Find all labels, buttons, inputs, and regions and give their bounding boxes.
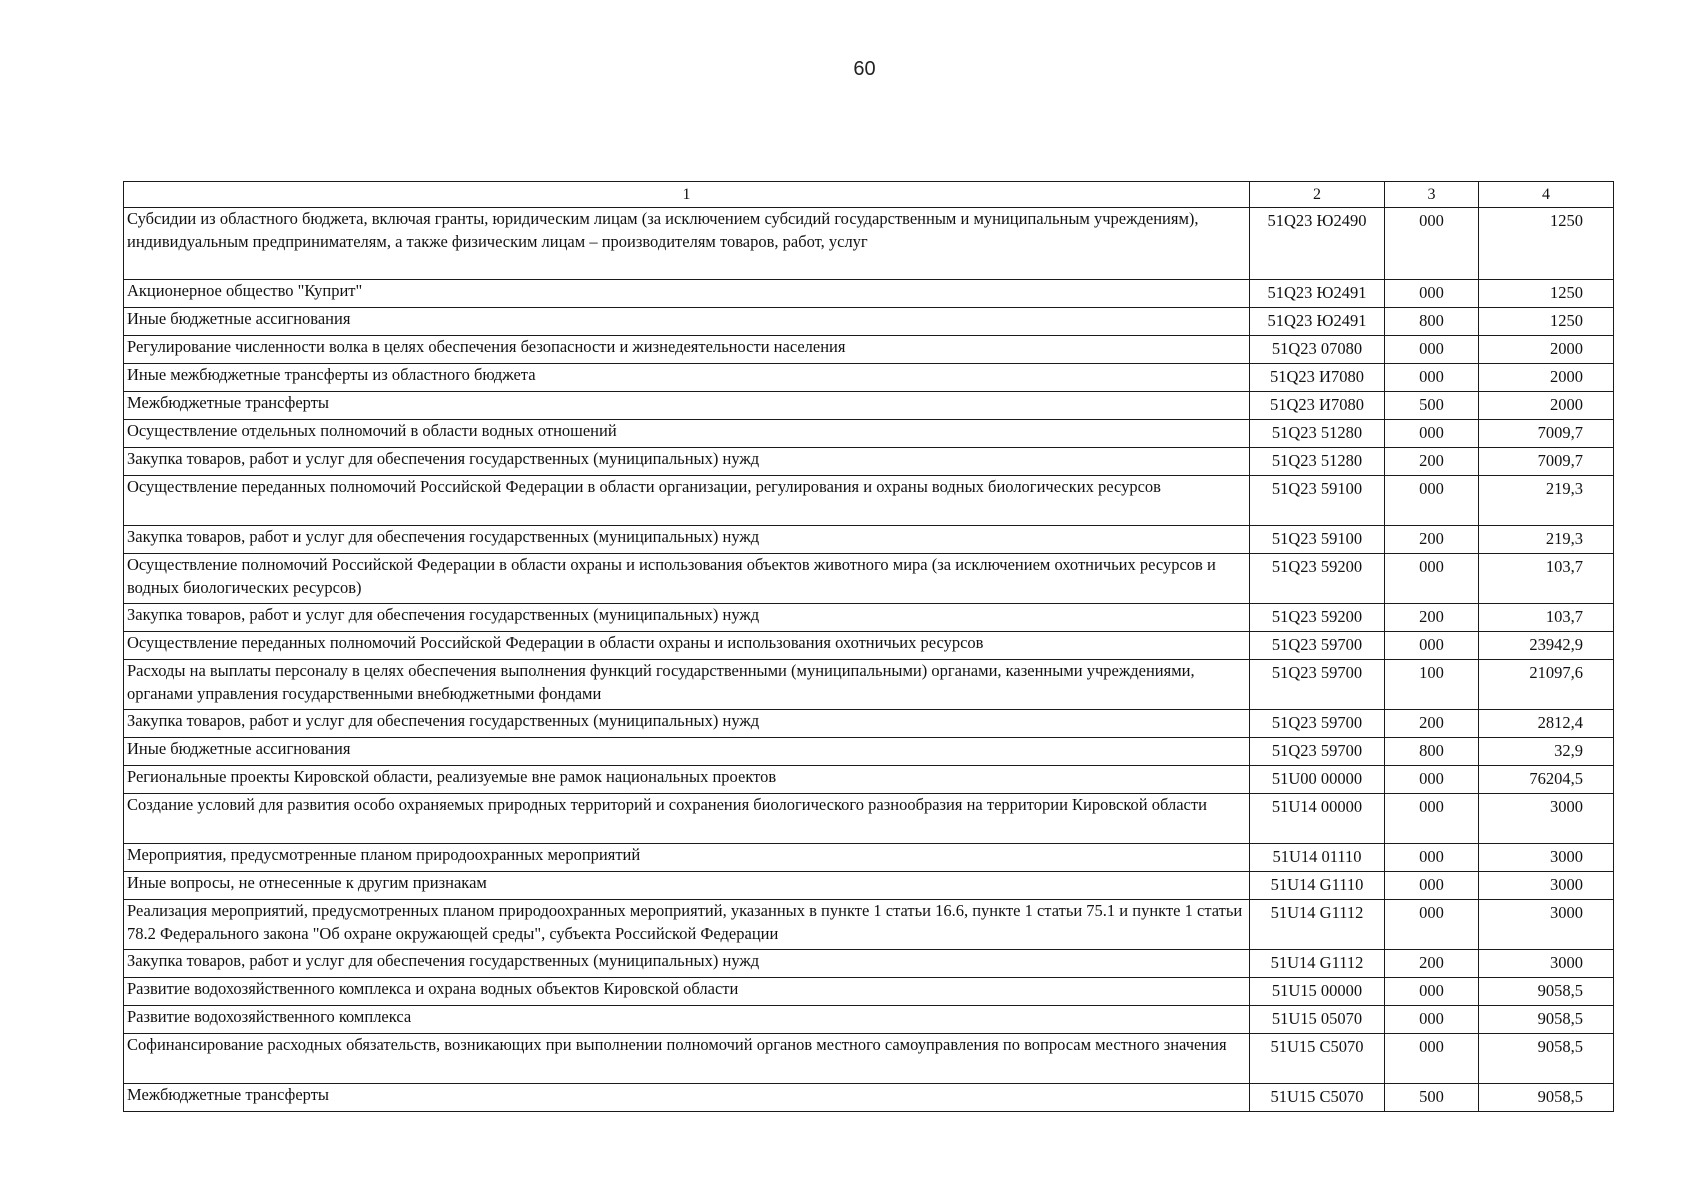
row-code-cell: 51Q23 51280 [1250, 448, 1385, 476]
table-row [124, 950, 1614, 978]
row-code-cell: 51U15 C5070 [1250, 1034, 1385, 1084]
table-row [124, 794, 1614, 844]
row-kind-cell: 500 [1385, 1084, 1479, 1112]
row-name-cell: Иные межбюджетные трансферты из областного бюджета [124, 364, 1250, 392]
row-kind-cell: 000 [1385, 364, 1479, 392]
table-row [124, 604, 1614, 632]
row-code-cell: 51Q23 Ю2491 [1250, 308, 1385, 336]
row-sum-cell: 3000 [1479, 950, 1614, 978]
row-name-cell: Осуществление переданных полномочий Российской Федерации в области охраны и использования охотничьих ресурсов [124, 632, 1250, 660]
row-name-cell: Закупка товаров, работ и услуг для обеспечения государственных (муниципальных) нужд [124, 448, 1250, 476]
header-col-1: 1 [124, 182, 1250, 208]
row-name-cell: Иные бюджетные ассигнования [124, 308, 1250, 336]
header-col-2: 2 [1250, 182, 1385, 208]
row-name-cell: Реализация мероприятий, предусмотренных планом природоохранных мероприятий, указанных в пункте 1 статьи 16.6, пункте 1 статьи 75.1 и пункте 1 статьи 78.2 Федерального закона "Об охране окружающей среды", субъекта Российской Федерации [124, 900, 1250, 950]
table-row [124, 872, 1614, 900]
row-kind-cell: 000 [1385, 978, 1479, 1006]
row-name-cell: Закупка товаров, работ и услуг для обеспечения государственных (муниципальных) нужд [124, 604, 1250, 632]
row-code-cell: 51U15 00000 [1250, 978, 1385, 1006]
table-row [124, 710, 1614, 738]
row-code-cell: 51Q23 51280 [1250, 420, 1385, 448]
row-code-cell: 51Q23 Ю2490 [1250, 208, 1385, 280]
row-kind-cell: 000 [1385, 632, 1479, 660]
row-code-cell: 51U14 G1112 [1250, 900, 1385, 950]
row-name-cell: Закупка товаров, работ и услуг для обеспечения государственных (муниципальных) нужд [124, 710, 1250, 738]
table-row [124, 632, 1614, 660]
row-code-cell: 51U14 G1112 [1250, 950, 1385, 978]
row-kind-cell: 000 [1385, 1006, 1479, 1034]
row-name-cell: Акционерное общество "Куприт" [124, 280, 1250, 308]
row-kind-cell: 000 [1385, 872, 1479, 900]
row-kind-cell: 000 [1385, 336, 1479, 364]
row-code-cell: 51Q23 59100 [1250, 526, 1385, 554]
row-kind-cell: 800 [1385, 738, 1479, 766]
row-code-cell: 51Q23 07080 [1250, 336, 1385, 364]
row-name-cell: Софинансирование расходных обязательств, возникающих при выполнении полномочий органов местного самоуправления по вопросам местного значения [124, 1034, 1250, 1084]
row-sum-cell: 3000 [1479, 872, 1614, 900]
row-name-cell: Создание условий для развития особо охраняемых природных территорий и сохранения биологического разнообразия на территории Кировской области [124, 794, 1250, 844]
row-name-cell: Закупка товаров, работ и услуг для обеспечения государственных (муниципальных) нужд [124, 950, 1250, 978]
row-name-cell: Иные бюджетные ассигнования [124, 738, 1250, 766]
row-code-cell: 51Q23 59700 [1250, 632, 1385, 660]
table-row [124, 448, 1614, 476]
row-code-cell: 51U14 00000 [1250, 794, 1385, 844]
row-sum-cell: 32,9 [1479, 738, 1614, 766]
row-code-cell: 51Q23 59200 [1250, 604, 1385, 632]
row-sum-cell: 9058,5 [1479, 1084, 1614, 1112]
row-code-cell: 51Q23 И7080 [1250, 392, 1385, 420]
table-row [124, 364, 1614, 392]
table-row [124, 336, 1614, 364]
page-number: 60 [853, 58, 876, 80]
row-name-cell: Осуществление отдельных полномочий в области водных отношений [124, 420, 1250, 448]
row-kind-cell: 000 [1385, 844, 1479, 872]
row-name-cell: Иные вопросы, не отнесенные к другим признакам [124, 872, 1250, 900]
row-sum-cell: 1250 [1479, 208, 1614, 280]
row-kind-cell: 000 [1385, 420, 1479, 448]
table-row [124, 208, 1614, 280]
table-row [124, 900, 1614, 950]
row-code-cell: 51Q23 59700 [1250, 710, 1385, 738]
row-sum-cell: 23942,9 [1479, 632, 1614, 660]
table-row [124, 554, 1614, 604]
row-sum-cell: 9058,5 [1479, 978, 1614, 1006]
table-row [124, 738, 1614, 766]
row-code-cell: 51Q23 59700 [1250, 660, 1385, 710]
row-kind-cell: 200 [1385, 950, 1479, 978]
row-code-cell: 51Q23 59700 [1250, 738, 1385, 766]
row-code-cell: 51Q23 59200 [1250, 554, 1385, 604]
row-sum-cell: 9058,5 [1479, 1006, 1614, 1034]
row-kind-cell: 000 [1385, 554, 1479, 604]
row-name-cell: Межбюджетные трансферты [124, 392, 1250, 420]
table-row [124, 420, 1614, 448]
row-sum-cell: 76204,5 [1479, 766, 1614, 794]
row-sum-cell: 7009,7 [1479, 420, 1614, 448]
table-row [124, 280, 1614, 308]
row-sum-cell: 2000 [1479, 392, 1614, 420]
table-row [124, 1006, 1614, 1034]
budget-table [123, 181, 1614, 1112]
row-name-cell: Субсидии из областного бюджета, включая гранты, юридическим лицам (за исключением субсидий государственным и муниципальным учреждениям), индивидуальным предпринимателям, а также физическим лицам – производителям товаров, работ, услуг [124, 208, 1250, 280]
row-name-cell: Межбюджетные трансферты [124, 1084, 1250, 1112]
row-sum-cell: 3000 [1479, 794, 1614, 844]
row-code-cell: 51U14 01110 [1250, 844, 1385, 872]
row-sum-cell: 1250 [1479, 308, 1614, 336]
table-body [124, 208, 1614, 1112]
row-name-cell: Закупка товаров, работ и услуг для обеспечения государственных (муниципальных) нужд [124, 526, 1250, 554]
row-code-cell: 51U15 05070 [1250, 1006, 1385, 1034]
table-row [124, 526, 1614, 554]
budget-table-container [123, 181, 1613, 1112]
row-kind-cell: 000 [1385, 766, 1479, 794]
row-name-cell: Развитие водохозяйственного комплекса и охрана водных объектов Кировской области [124, 978, 1250, 1006]
row-kind-cell: 200 [1385, 448, 1479, 476]
row-code-cell: 51U14 G1110 [1250, 872, 1385, 900]
table-header-row [124, 182, 1614, 208]
row-kind-cell: 500 [1385, 392, 1479, 420]
row-sum-cell: 2000 [1479, 336, 1614, 364]
table-row [124, 1084, 1614, 1112]
header-col-3: 3 [1385, 182, 1479, 208]
table-row [124, 978, 1614, 1006]
row-sum-cell: 103,7 [1479, 604, 1614, 632]
table-row [124, 392, 1614, 420]
table-row [124, 1034, 1614, 1084]
row-name-cell: Расходы на выплаты персоналу в целях обеспечения выполнения функций государственными (муниципальными) органами, казенными учреждениями, органами управления государственными внебюджетными фондами [124, 660, 1250, 710]
row-name-cell: Мероприятия, предусмотренные планом природоохранных мероприятий [124, 844, 1250, 872]
row-name-cell: Развитие водохозяйственного комплекса [124, 1006, 1250, 1034]
row-kind-cell: 000 [1385, 1034, 1479, 1084]
row-code-cell: 51Q23 И7080 [1250, 364, 1385, 392]
table-row [124, 660, 1614, 710]
row-name-cell: Осуществление полномочий Российской Федерации в области охраны и использования объектов животного мира (за исключением охотничьих ресурсов и водных биологических ресурсов) [124, 554, 1250, 604]
row-kind-cell: 200 [1385, 526, 1479, 554]
row-kind-cell: 100 [1385, 660, 1479, 710]
row-kind-cell: 000 [1385, 476, 1479, 526]
row-code-cell: 51Q23 Ю2491 [1250, 280, 1385, 308]
row-sum-cell: 21097,6 [1479, 660, 1614, 710]
row-name-cell: Регулирование численности волка в целях обеспечения безопасности и жизнедеятельности населения [124, 336, 1250, 364]
row-kind-cell: 200 [1385, 604, 1479, 632]
row-name-cell: Осуществление переданных полномочий Российской Федерации в области организации, регулирования и охраны водных биологических ресурсов [124, 476, 1250, 526]
table-row [124, 844, 1614, 872]
row-sum-cell: 1250 [1479, 280, 1614, 308]
row-sum-cell: 219,3 [1479, 526, 1614, 554]
table-row [124, 308, 1614, 336]
row-code-cell: 51U00 00000 [1250, 766, 1385, 794]
row-kind-cell: 200 [1385, 710, 1479, 738]
row-sum-cell: 219,3 [1479, 476, 1614, 526]
row-sum-cell: 2000 [1479, 364, 1614, 392]
row-kind-cell: 800 [1385, 308, 1479, 336]
row-name-cell: Региональные проекты Кировской области, реализуемые вне рамок национальных проектов [124, 766, 1250, 794]
row-kind-cell: 000 [1385, 794, 1479, 844]
row-sum-cell: 7009,7 [1479, 448, 1614, 476]
row-sum-cell: 3000 [1479, 900, 1614, 950]
row-sum-cell: 9058,5 [1479, 1034, 1614, 1084]
row-code-cell: 51Q23 59100 [1250, 476, 1385, 526]
table-row [124, 476, 1614, 526]
row-code-cell: 51U15 C5070 [1250, 1084, 1385, 1112]
header-col-4: 4 [1479, 182, 1614, 208]
row-kind-cell: 000 [1385, 208, 1479, 280]
row-sum-cell: 3000 [1479, 844, 1614, 872]
table-row [124, 766, 1614, 794]
row-sum-cell: 2812,4 [1479, 710, 1614, 738]
row-kind-cell: 000 [1385, 280, 1479, 308]
row-kind-cell: 000 [1385, 900, 1479, 950]
row-sum-cell: 103,7 [1479, 554, 1614, 604]
